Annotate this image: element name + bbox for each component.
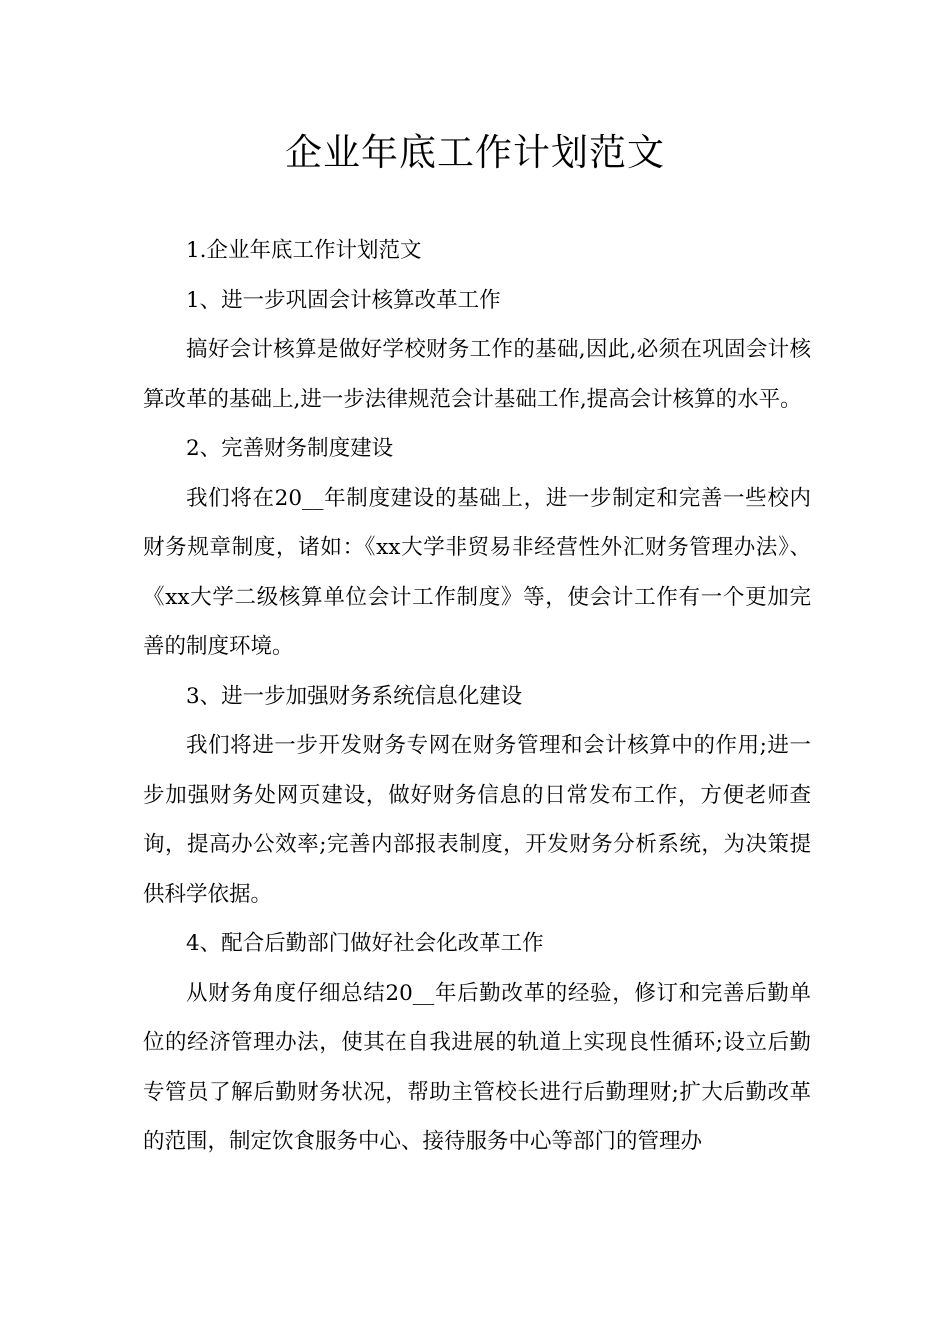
- paragraph-heading-4: 4、配合后勤部门做好社会化改革工作: [186, 931, 544, 956]
- paragraph-text-4: 从财务角度仔细总结20__年后勤改革的经验，修订和完善后勤单位的经济管理办法，使其在自我进展的轨道上实现良性循环;设立后勤专管员了解后勤财务状况，帮助主管校长进行后勤理财;扩大后勤改革的范围，制定饮食服务中心、接待服务中心等部门的管理办: [143, 980, 811, 1154]
- paragraph-text-3: 我们将进一步开发财务专网在财务管理和会计核算中的作用;进一步加强财务处网页建设，做好财务信息的日常发布工作，方便老师查询，提高办公效率;完善内部报表制度，开发财务分析系统，为决策提供科学依据。: [143, 733, 811, 907]
- paragraph-heading-1: 1、进一步巩固会计核算改革工作: [186, 287, 501, 313]
- paragraph-heading-2: 2、完善财务制度建设: [186, 436, 394, 461]
- paragraph-text-1: 搞好会计核算是做好学校财务工作的基础,因此,必须在巩固会计核算改革的基础上,进一步法律规范会计基础工作,提高会计核算的水平。: [143, 337, 811, 412]
- paragraph-heading-main: 1.企业年底工作计划范文: [186, 238, 422, 263]
- paragraph-text-2: 我们将在20__年制度建设的基础上，进一步制定和完善一些校内财务规章制度，诸如：《xx大学非贸易非经营性外汇财务管理办法》、《xx大学二级核算单位会计工作制度》等，使会计工作有一个更加完善的制度环境。: [143, 485, 811, 659]
- document-title: 企业年底工作计划范文: [285, 131, 665, 174]
- paragraph-heading-3: 3、进一步加强财务系统信息化建设: [186, 683, 523, 709]
- document-body: [143, 226, 811, 1167]
